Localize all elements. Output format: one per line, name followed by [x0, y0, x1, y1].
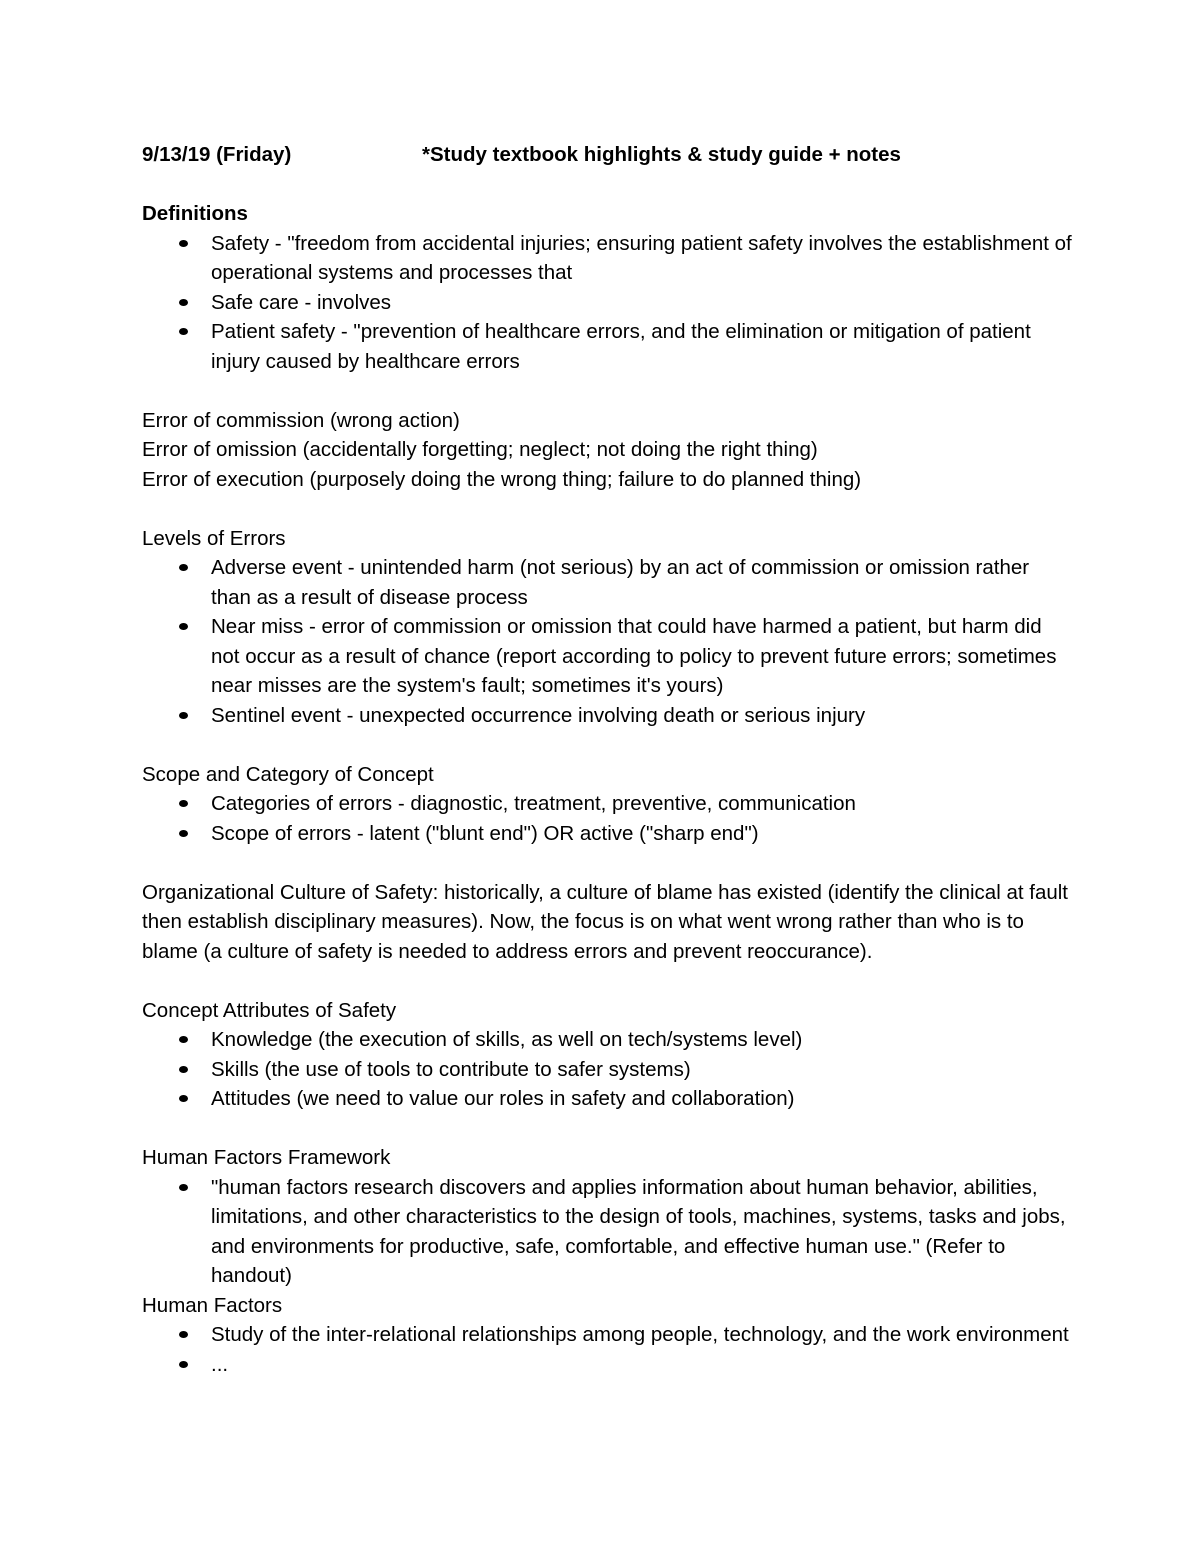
- list-item-text: Scope of errors - latent ("blunt end") OR active ("sharp end"): [211, 821, 759, 845]
- error-commission-line: Error of commission (wrong action): [142, 408, 460, 432]
- bullet-icon: [179, 299, 188, 306]
- spacer: [142, 494, 1072, 524]
- list-item-text: Safe care - involves: [211, 290, 392, 314]
- spacer: [142, 170, 1072, 200]
- scope-heading: Scope and Category of Concept: [142, 762, 434, 786]
- framework-list: [142, 1173, 1072, 1291]
- list-item: [142, 553, 1072, 612]
- levels-heading: Levels of Errors: [142, 526, 286, 550]
- list-item-text: Attitudes (we need to value our roles in safety and collaboration): [211, 1087, 795, 1110]
- attributes-list: [142, 1025, 1072, 1114]
- list-item-text: Patient safety - "prevention of healthcare errors, and the elimination or mitigation of patient injury caused by healthcare errors: [211, 320, 1031, 373]
- bullet-icon: [179, 1066, 188, 1073]
- list-item-text: ...: [211, 1352, 229, 1376]
- list-item: [142, 612, 1072, 701]
- document-page: [142, 140, 1072, 1379]
- error-omission-line: Error of omission (accidentally forgetting; neglect; not doing the right thing): [142, 438, 818, 461]
- spacer: [142, 1114, 1072, 1144]
- levels-list: [142, 553, 1072, 730]
- list-item: [142, 1084, 1072, 1114]
- human-factors-heading: Human Factors: [142, 1293, 283, 1317]
- list-item: [142, 701, 1072, 731]
- bullet-icon: [179, 564, 188, 571]
- spacer: [142, 376, 1072, 406]
- bullet-icon: [179, 1361, 188, 1368]
- list-item: [142, 1025, 1072, 1055]
- attributes-heading: Concept Attributes of Safety: [142, 998, 397, 1022]
- list-item-text: Study of the inter-relational relationships among people, technology, and the work environment: [211, 1323, 1069, 1346]
- list-item-text: Near miss - error of commission or omission that could have harmed a patient, but harm did not occur as a result of chance (report according to policy to prevent future errors; sometimes near misses are the system's fault; sometimes it's yours): [211, 615, 1057, 697]
- list-item-text: Safety - "freedom from accidental injuries; ensuring patient safety involves the establishment of operational systems and processes that: [211, 231, 1072, 284]
- definitions-heading: Definitions: [142, 202, 248, 225]
- bullet-icon: [179, 1331, 188, 1338]
- list-item: [142, 789, 1072, 819]
- header-date: 9/13/19 (Friday): [142, 143, 292, 166]
- list-item: [142, 288, 1072, 318]
- list-item: [142, 1055, 1072, 1085]
- list-item-text: Skills (the use of tools to contribute to safer systems): [211, 1057, 691, 1081]
- bullet-icon: [179, 800, 188, 807]
- spacer: [142, 848, 1072, 878]
- culture-paragraph: Organizational Culture of Safety: historically, a culture of blame has existed (identify the clinical at fault then establish disciplinary measures). Now, the focus is on what went wrong rather than who is to blame (a culture of safety is needed to address errors and prevent reoccurance).: [142, 880, 1068, 963]
- list-item: [142, 317, 1072, 376]
- list-item-text: "human factors research discovers and applies information about human behavior, abilities, limitations, and other characteristics to the design of tools, machines, systems, tasks and jobs, and environments for productive, safe, comfortable, and effective human use." (Refer to handout): [211, 1175, 1066, 1287]
- list-item: [142, 229, 1072, 288]
- header-row: [142, 140, 1072, 170]
- error-execution-line: Error of execution (purposely doing the wrong thing; failure to do planned thing): [142, 467, 862, 491]
- list-item: [142, 1173, 1072, 1291]
- bullet-icon: [179, 240, 188, 247]
- list-item-text: Sentinel event - unexpected occurrence involving death or serious injury: [211, 703, 866, 727]
- list-item-text: Knowledge (the execution of skills, as well on tech/systems level): [211, 1028, 803, 1051]
- list-item: [142, 1350, 1072, 1380]
- list-item-text: Adverse event - unintended harm (not serious) by an act of commission or omission rather than as a result of disease process: [211, 556, 1030, 609]
- bullet-icon: [179, 328, 188, 335]
- bullet-icon: [179, 623, 188, 630]
- spacer: [142, 730, 1072, 760]
- bullet-icon: [179, 1184, 188, 1191]
- header-note: *Study textbook highlights & study guide + notes: [422, 143, 901, 166]
- bullet-icon: [179, 1095, 188, 1102]
- scope-list: [142, 789, 1072, 848]
- bullet-icon: [179, 1036, 188, 1043]
- definitions-list: [142, 229, 1072, 377]
- spacer: [142, 966, 1072, 996]
- list-item-text: Categories of errors - diagnostic, treatment, preventive, communication: [211, 792, 856, 815]
- bullet-icon: [179, 830, 188, 837]
- list-item: [142, 1320, 1072, 1350]
- framework-heading: Human Factors Framework: [142, 1146, 391, 1169]
- human-factors-list: [142, 1320, 1072, 1379]
- bullet-icon: [179, 712, 188, 719]
- list-item: [142, 819, 1072, 849]
